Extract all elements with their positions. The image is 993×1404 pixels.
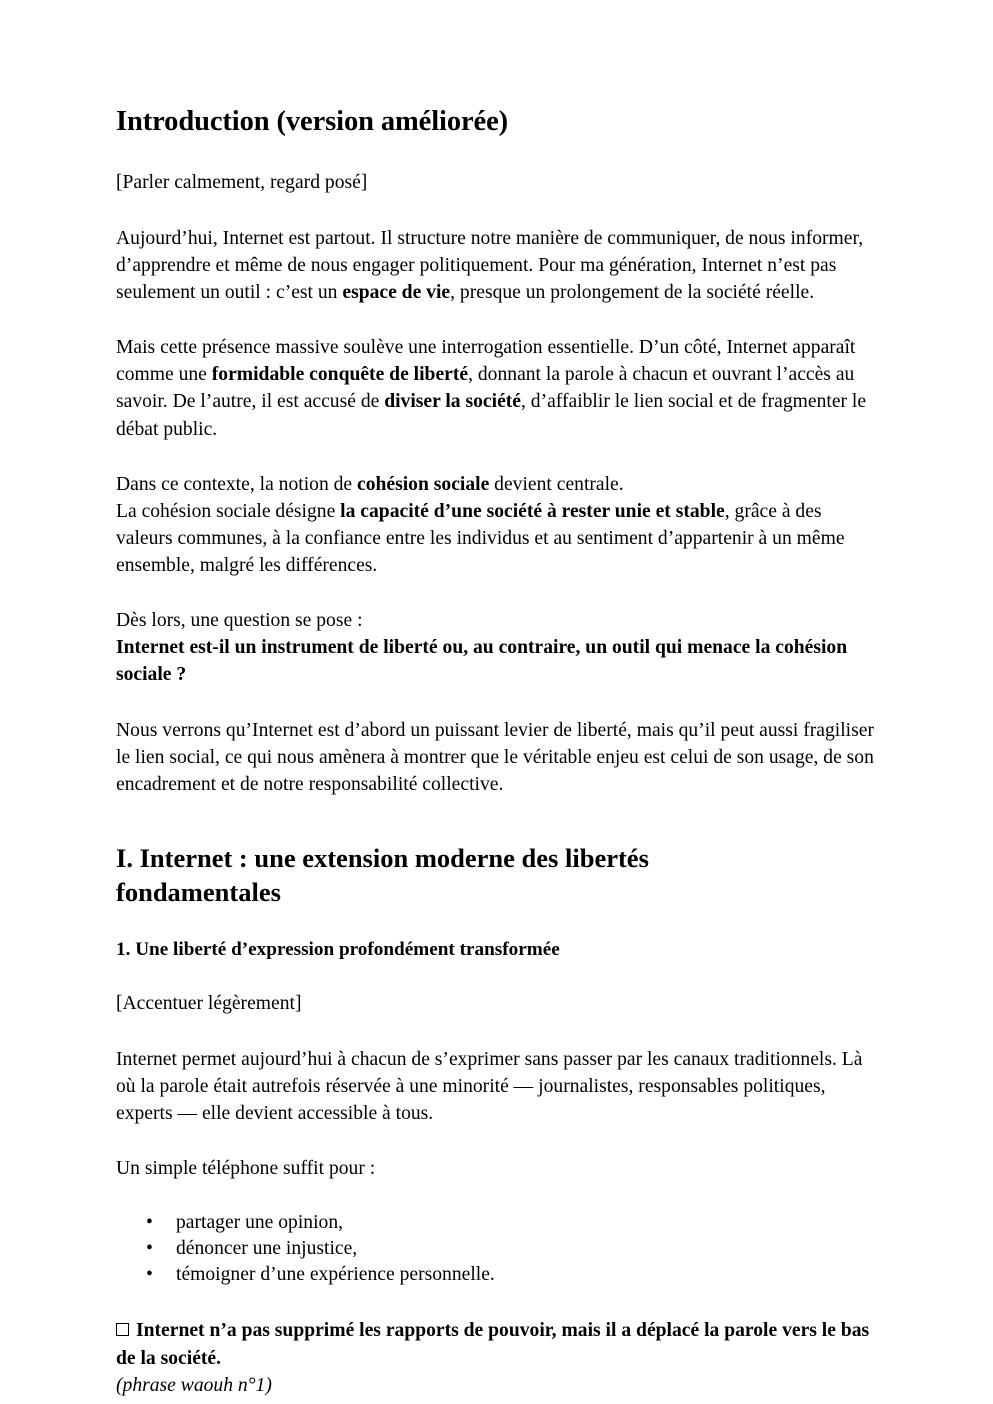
- paragraph-liberte-expression: Internet permet aujourd’hui à chacun de s’exprimer sans passer par les canaux traditionnels. Là où la parole était autrefois réservée à une minorité — journalistes, responsables politiques, experts — elle devient accessible à tous.: [116, 1048, 863, 1125]
- bullet-point-icon: •: [146, 1264, 153, 1286]
- paragraph-3-bold-capacite-societe: la capacité d’une société à rester unie et stable: [340, 500, 725, 522]
- question-lead-in: Dès lors, une question se pose :: [116, 610, 363, 632]
- list-item-label: dénoncer une injustice,: [176, 1238, 358, 1260]
- paragraph-cohesion-sociale: [116, 471, 882, 580]
- list-item: [116, 1210, 882, 1236]
- paragraph-1-text-part-2: , presque un prolongement de la société réelle.: [450, 282, 815, 303]
- empty-box-glyph-icon: [116, 1323, 129, 1336]
- stage-direction-intro: [Parler calmement, regard posé]: [116, 171, 368, 193]
- paragraph-2-bold-conquete-liberte: formidable conquête de liberté: [211, 364, 469, 386]
- paragraph-annonce-plan: Nous verrons qu’Internet est d’abord un puissant levier de liberté, mais qu’il peut aussi fragiliser le lien social, ce qui nous amènera à montrer que le véritable enjeu est celui de son usage, de son encadrement et de notre responsabilité collective.: [116, 719, 874, 795]
- paragraph-2-bold-diviser-societe: diviser la société: [384, 391, 521, 413]
- bullet-point-icon: •: [146, 1212, 153, 1234]
- page-title: Introduction (version améliorée): [116, 106, 509, 137]
- paragraph-presence-massive: [116, 334, 882, 443]
- paragraph-2-text-part-1: Mais cette présence massive soulève une interrogation essentielle. D’un côté, Internet apparaît comme une: [116, 337, 856, 386]
- usage-bullet-list: [116, 1210, 882, 1288]
- phrase-waouh-note: (phrase waouh n°1): [116, 1374, 272, 1396]
- paragraph-3-text-part-1: Dans ce contexte, la notion de: [116, 473, 358, 495]
- paragraph-1-text-part-1: Aujourd’hui, Internet est partout. Il structure notre manière de communiquer, de nous informer, d’apprendre et même de nous engager politiquement. Pour ma génération, Internet n’est pas seulement un outil : c’est un: [116, 227, 864, 303]
- paragraph-3-text-part-2: devient centrale.: [489, 473, 624, 495]
- list-item-label: témoigner d’une expérience personnelle.: [176, 1264, 495, 1286]
- paragraph-3-text-part-3: La cohésion sociale désigne: [116, 500, 341, 522]
- document-body: [116, 105, 882, 1399]
- stage-direction-accentuer: [Accentuer légèrement]: [116, 992, 302, 1014]
- paragraph-question-block: [116, 607, 882, 688]
- sub-heading-1-1: 1. Une liberté d’expression profondément transformée: [116, 938, 560, 960]
- paragraph-internet-partout: [116, 225, 882, 306]
- paragraph-2-text-part-3: , d’affaiblir le lien social et de fragmenter le débat public.: [116, 391, 867, 440]
- list-intro-telephone: Un simple téléphone suffit pour :: [116, 1158, 376, 1180]
- paragraph-2-text-part-2: , donnant la parole à chacun et ouvrant l’accès au savoir. De l’autre, il est accusé de: [116, 364, 855, 413]
- callout-text: Internet n’a pas supprimé les rapports de pouvoir, mais il a déplacé la parole vers le bas de la société.: [116, 1320, 870, 1369]
- paragraph-3-text-part-4: , grâce à des valeurs communes, à la confiance entre les individus et au sentiment d’appartenir à un même ensemble, malgré les différences.: [116, 500, 845, 576]
- paragraph-3-bold-cohesion-sociale: cohésion sociale: [357, 473, 490, 495]
- bullet-point-icon: •: [146, 1238, 153, 1260]
- callout-statement: [116, 1317, 882, 1371]
- list-item: [116, 1236, 882, 1262]
- section-heading-1: I. Internet : une extension moderne des libertés fondamentales: [116, 842, 649, 908]
- list-item: [116, 1262, 882, 1288]
- problematique-question: Internet est-il un instrument de liberté ou, au contraire, un outil qui menace la cohésion sociale ?: [116, 637, 848, 686]
- list-item-label: partager une opinion,: [176, 1212, 344, 1234]
- paragraph-1-bold-espace-de-vie: espace de vie: [342, 282, 451, 303]
